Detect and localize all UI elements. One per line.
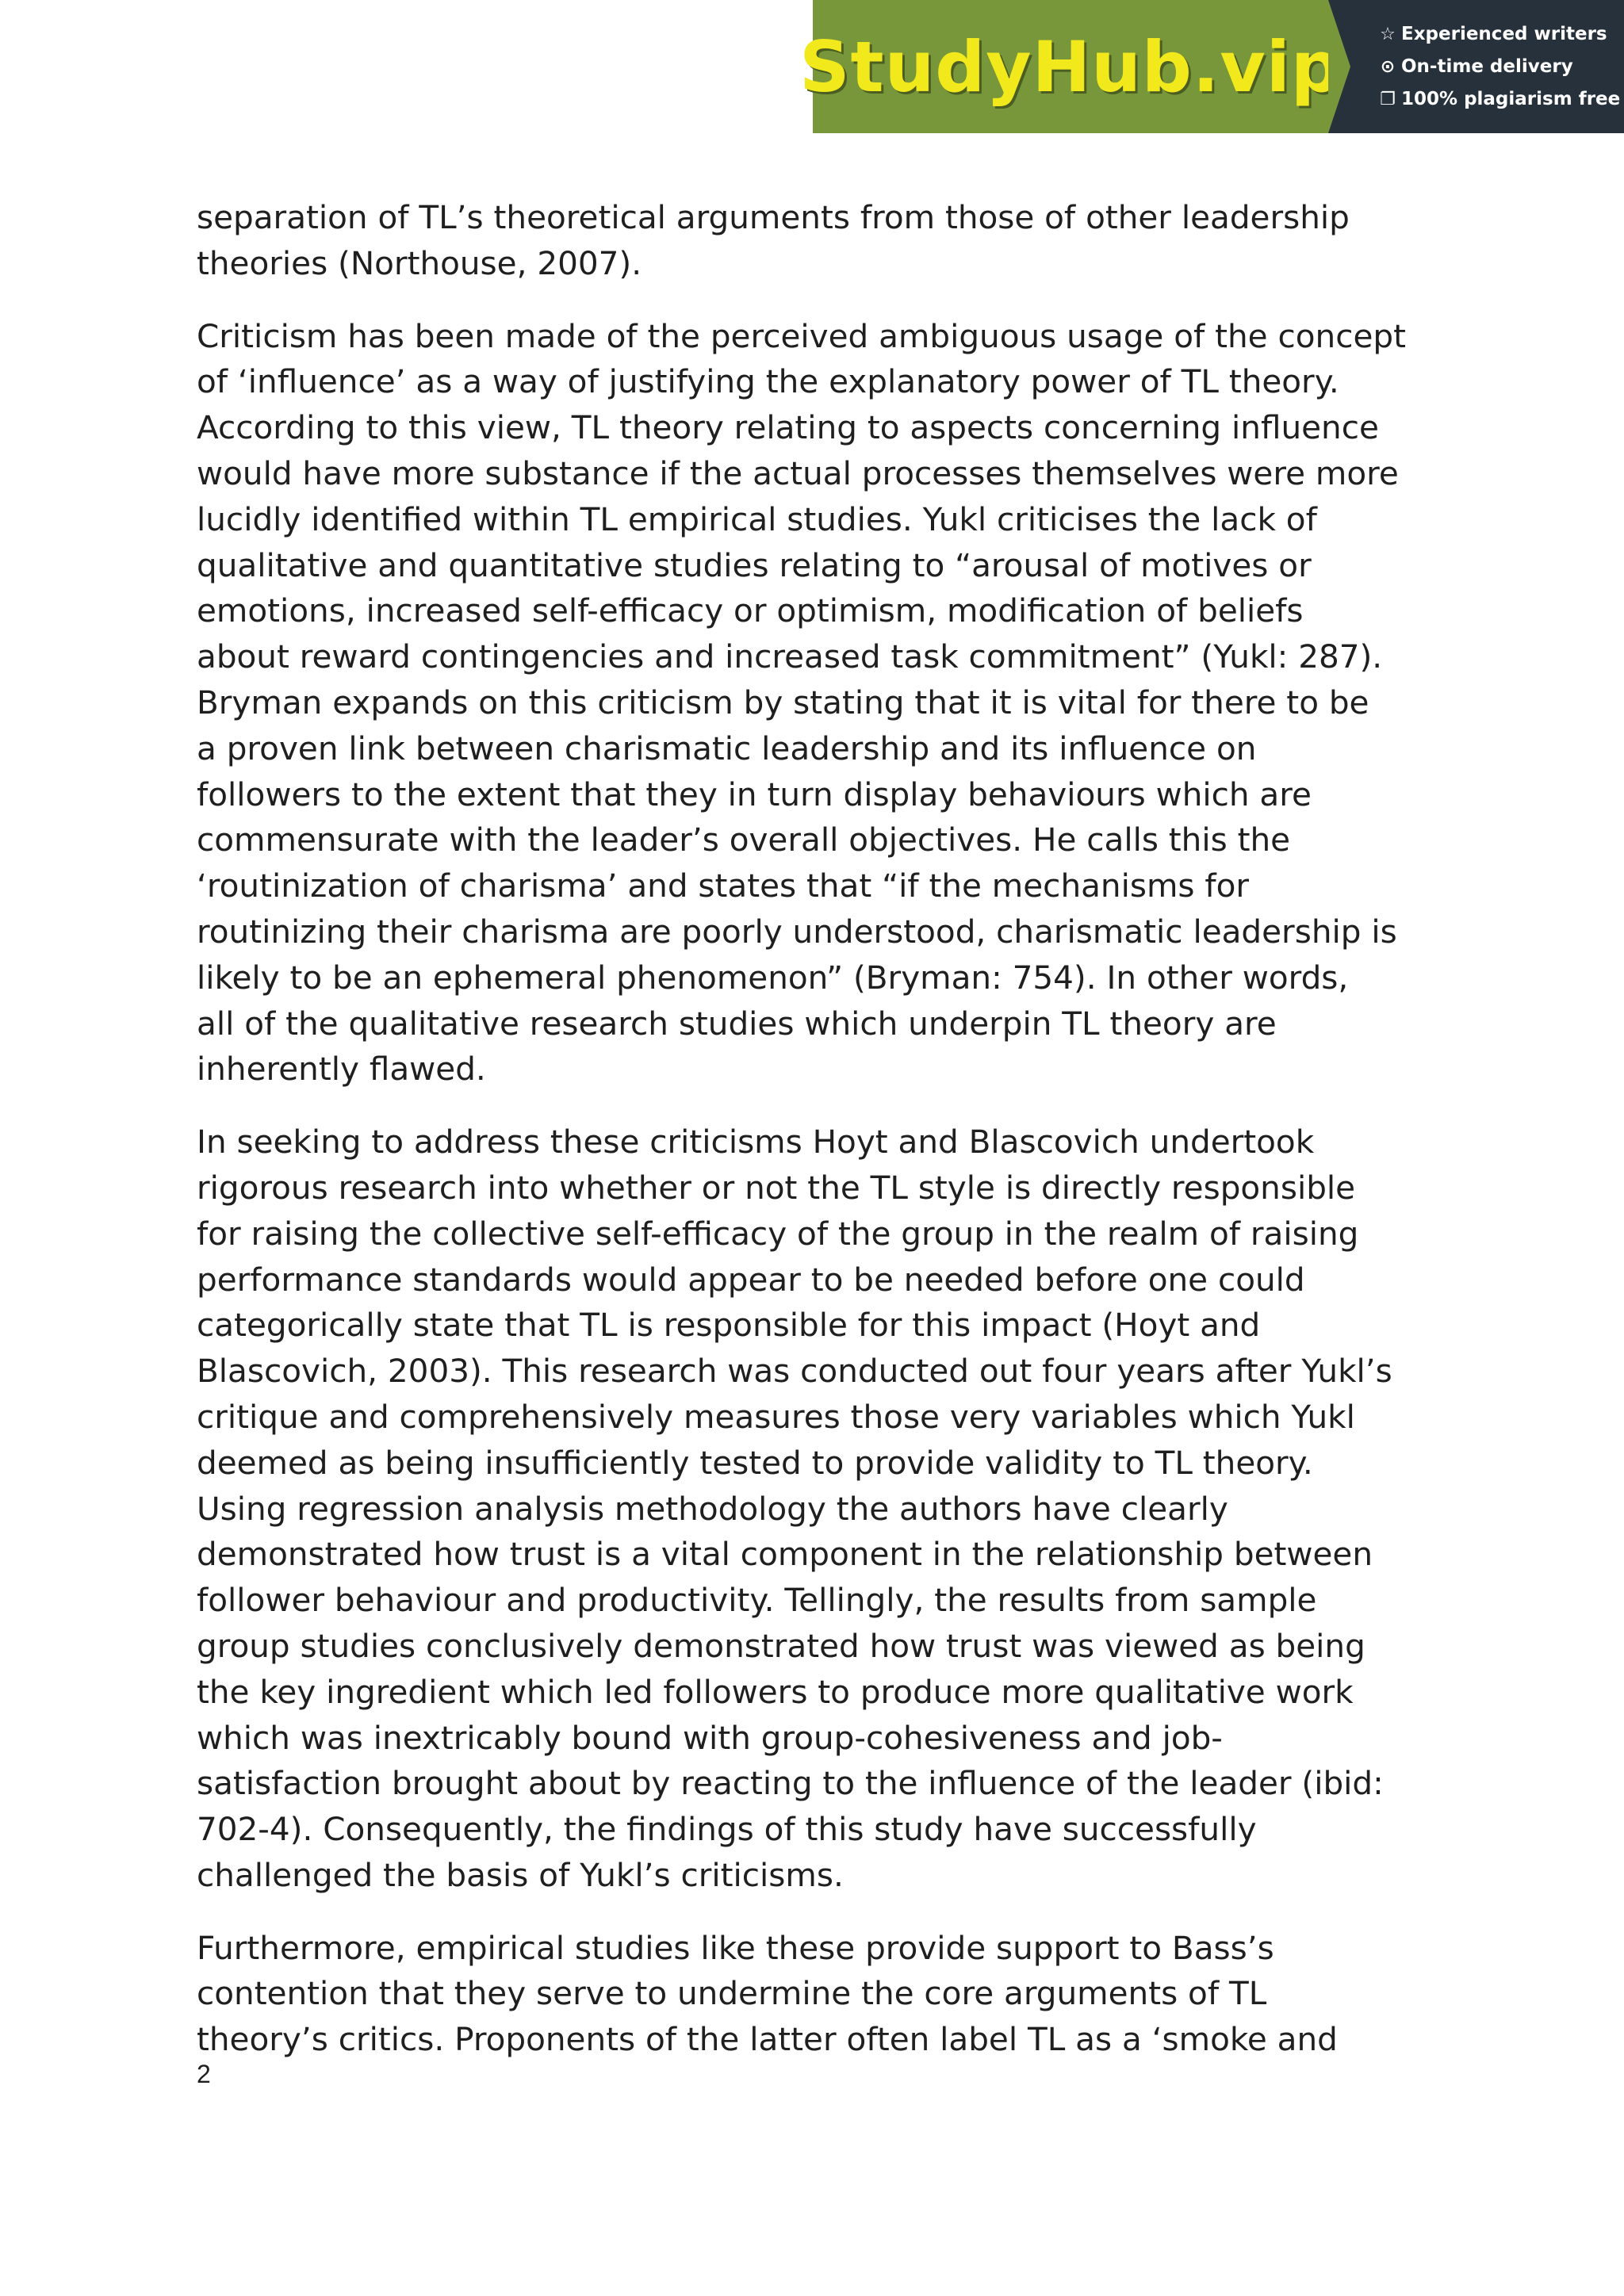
copy-icon: ❐	[1380, 89, 1396, 109]
banner-feature-list	[1328, 0, 1624, 133]
logo-text: StudyHub.vip	[799, 25, 1342, 108]
document-body	[197, 195, 1450, 2090]
paragraph-4: Furthermore, empirical studies like these provide support to Bass’s contention that they serve to undermine the core arguments of TL theory’s critics. Proponents of the latter often label TL as a ‘smoke and	[197, 1928, 1338, 2059]
star-icon: ☆	[1380, 24, 1396, 44]
feature-experienced-writers	[1377, 18, 1624, 51]
studyhub-banner[interactable]	[799, 0, 1624, 133]
feature-plagiarism-free	[1377, 83, 1624, 116]
paragraph-1: separation of TL’s theoretical arguments from those of other leadership theories (Northouse, 2007).	[197, 198, 1350, 282]
feature-label: 100% plagiarism free	[1401, 89, 1621, 109]
feature-label: On-time delivery	[1401, 56, 1573, 77]
feature-label: Experienced writers	[1401, 24, 1607, 44]
clock-icon: ⊙	[1380, 56, 1396, 77]
feature-on-time-delivery	[1377, 51, 1624, 83]
paragraph-3: In seeking to address these criticisms Hoyt and Blascovich undertook rigorous research into whether or not the TL style is directly responsible for raising the collective self-efficacy of the group in the realm of raising performance standards would appear to be needed before one could categorically state that TL is responsible for this impact (Hoyt and Blascovich, 2003). This research was conducted out four years after Yukl’s critique and comprehensively measures those very variables which Yukl deemed as being insufficiently tested to provide validity to TL theory. Using regression analysis methodology the authors have clearly demonstrated how trust is a vital component in the relationship between follower behaviour and productivity. Tellingly, the results from sample group studies conclusively demonstrated how trust was viewed as being the key ingredient which led followers to produce more qualitative work which was inextricably bound with group-cohesiveness and job- satisfaction brought about by reacting to the influence of the leader (ibid: 702-4). Consequently, the findings of this study have successfully challenged the basis of Yukl’s criticisms.	[197, 1123, 1392, 1894]
page-number: 2	[197, 2060, 211, 2088]
paragraph-2: Criticism has been made of the perceived ambiguous usage of the concept of ‘influence’ as a way of justifying the explanatory power of TL theory. According to this view, TL theory relating to aspects concerning influence would have more substance if the actual processes themselves were more lucidly identified within TL empirical studies. Yukl criticises the lack of qualitative and quantitative studies relating to “arousal of motives or emotions, increased self-efficacy or optimism, modification of beliefs about reward contingencies and increased task commitment” (Yukl: 287). Bryman expands on this criticism by stating that it is vital for there to be a proven link between charismatic leadership and its influence on followers to the extent that they in turn display behaviours which are commensurate with the leader’s overall objectives. He calls this the ‘routinization of charisma’ and states that “if the mechanisms for routinizing their charisma are poorly understood, charismatic leadership is likely to be an ephemeral phenomenon” (Bryman: 754). In other words, all of the qualitative research studies which underpin TL theory are inherently flawed.	[197, 316, 1406, 1089]
studyhub-logo[interactable]	[799, 0, 1342, 133]
